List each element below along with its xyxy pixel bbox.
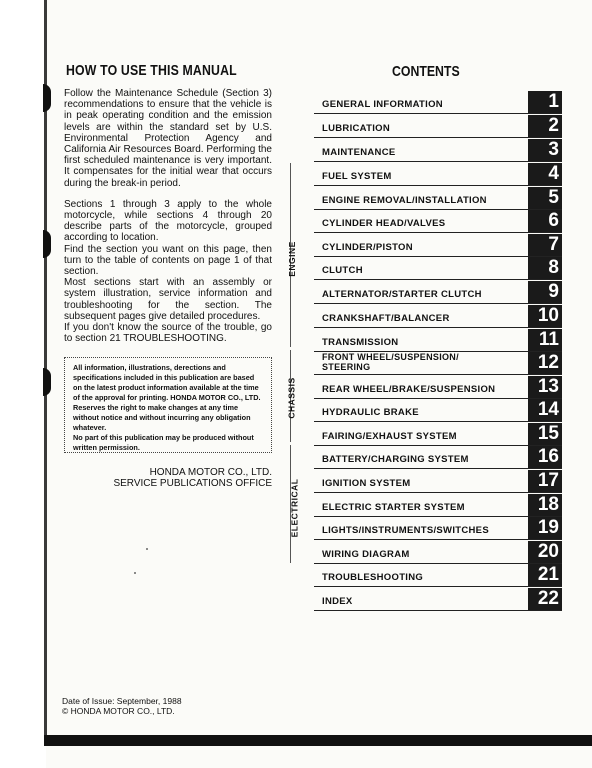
paragraph-find-section: Find the section you want on this page, then turn to the table of contents on page 1 of that section.	[64, 243, 272, 278]
binder-hole	[43, 368, 51, 396]
intro-text	[64, 88, 272, 344]
toc-item[interactable]	[314, 307, 562, 328]
print-speck	[146, 548, 148, 550]
toc-item[interactable]	[314, 425, 562, 446]
toc-item[interactable]	[314, 236, 562, 257]
toc-item-label: GENERAL INFORMATION	[322, 99, 443, 110]
toc-item-number: 18	[528, 494, 562, 516]
toc-item-label: CYLINDER HEAD/VALVES	[322, 218, 446, 229]
toc-item-label: INDEX	[322, 596, 353, 607]
toc-item[interactable]	[314, 259, 562, 280]
electrical-group-label: ELECTRICAL	[289, 478, 300, 538]
toc-item-number: 11	[528, 329, 562, 351]
toc-item-label: CYLINDER/PISTON	[322, 242, 413, 253]
toc-item-label: MAINTENANCE	[322, 147, 396, 158]
paragraph-maintenance: Follow the Maintenance Schedule (Section 3) recommendations to ensure that the vehicle is in peak operating condition and the emission levels are within the standard set by U.S. Environmental Protection Agency and California Air Resources Board. Performing the first scheduled maintenance is very important. It compensates for the initial wear that occurs during the break-in period.	[64, 88, 272, 189]
toc-item[interactable]	[314, 543, 562, 564]
toc-item[interactable]	[314, 378, 562, 399]
toc-item-label: REAR WHEEL/BRAKE/SUSPENSION	[322, 384, 496, 395]
paragraph-troubleshooting: If you don't know the source of the trouble, go to section 21 TROUBLESHOOTING.	[64, 322, 272, 345]
toc-item-label: ELECTRIC STARTER SYSTEM	[322, 502, 465, 513]
toc-item[interactable]	[314, 212, 562, 233]
toc-item[interactable]	[314, 566, 562, 587]
toc-item-number: 17	[528, 470, 562, 492]
toc-item-number: 4	[528, 163, 562, 185]
toc-item[interactable]	[314, 496, 562, 517]
toc-item[interactable]	[314, 519, 562, 540]
print-speck	[134, 572, 136, 574]
toc-item-label: IGNITION SYSTEM	[322, 478, 411, 489]
toc-item-number: 10	[528, 305, 562, 327]
toc-item-number: 16	[528, 446, 562, 468]
toc-item-number: 3	[528, 139, 562, 161]
toc-item-label: LUBRICATION	[322, 123, 391, 134]
engine-group-label: ENGINE	[286, 241, 297, 277]
publisher-block	[90, 467, 272, 489]
toc-item-number: 8	[528, 257, 562, 279]
toc-item-number: 2	[528, 115, 562, 137]
toc-item-label: ALTERNATOR/STARTER CLUTCH	[322, 289, 482, 300]
toc-item[interactable]	[314, 165, 562, 186]
toc-item-label: TRANSMISSION	[322, 337, 399, 348]
toc-item-label: FAIRING/EXHAUST SYSTEM	[322, 431, 457, 442]
paragraph-sections: Sections 1 through 3 apply to the whole motorcycle, while sections 4 through 20 describe parts of the motorcycle, grouped according to location.	[64, 198, 272, 244]
toc-item-label: WIRING DIAGRAM	[322, 549, 410, 560]
toc-item-number: 9	[528, 281, 562, 303]
toc-item-label: CLUTCH	[322, 265, 363, 276]
notice-copyright: No part of this publication may be produced without written permission.	[73, 433, 254, 452]
toc-item-number: 20	[528, 541, 562, 563]
toc-item-label: HYDRAULIC BRAKE	[322, 407, 419, 418]
toc-item-number: 15	[528, 423, 562, 445]
issue-copyright: © HONDA MOTOR CO., LTD.	[62, 706, 175, 716]
toc-item-number: 21	[528, 564, 562, 586]
toc-item-label: CRANKSHAFT/BALANCER	[322, 313, 450, 324]
toc-item[interactable]	[314, 283, 562, 304]
toc-item[interactable]	[314, 401, 562, 422]
toc-item-label: BATTERY/CHARGING SYSTEM	[322, 454, 469, 465]
toc-item[interactable]	[314, 354, 562, 375]
toc-item[interactable]	[314, 472, 562, 493]
toc-item-number: 6	[528, 210, 562, 232]
toc-item-number: 14	[528, 399, 562, 421]
toc-item[interactable]	[314, 331, 562, 352]
toc-item-number: 1	[528, 91, 562, 113]
notice-box	[64, 357, 272, 453]
toc-item-number: 7	[528, 234, 562, 256]
toc-item-label: LIGHTS/INSTRUMENTS/SWITCHES	[322, 525, 489, 536]
toc-item-label: FUEL SYSTEM	[322, 171, 392, 182]
issue-date: Date of Issue: September, 1988	[62, 696, 182, 706]
toc-item-label: TROUBLESHOOTING	[322, 572, 424, 583]
toc-item-number: 13	[528, 376, 562, 398]
toc-item[interactable]	[314, 117, 562, 138]
toc-item[interactable]	[314, 189, 562, 210]
paragraph-section-start: Most sections start with an assembly or system illustration, service information and troubleshooting for the section. The subsequent pages give detailed procedures.	[64, 277, 272, 322]
notice-information: All information, illustrations, derections and specifications included in this publication are based on the latest product information available at the time of the approval for printing. HONDA MOTOR CO., LTD. Reserves the right to make changes at any time without notice and without incurring any obligation whatever.	[73, 363, 261, 432]
publisher-company: HONDA MOTOR CO., LTD.	[149, 467, 272, 478]
toc-item[interactable]	[314, 590, 562, 611]
binder-hole	[43, 84, 51, 112]
toc-item[interactable]	[314, 448, 562, 469]
binder-hole	[43, 230, 51, 258]
publisher-office: SERVICE PUBLICATIONS OFFICE	[113, 478, 272, 489]
toc-item-number: 12	[528, 352, 562, 374]
toc-item[interactable]	[314, 141, 562, 162]
contents-title: CONTENTS	[392, 63, 460, 80]
page-margin	[0, 0, 46, 768]
issue-info	[62, 696, 182, 716]
toc-item-number: 5	[528, 187, 562, 209]
page-bottom-edge	[44, 735, 592, 746]
toc-item-label: ENGINE REMOVAL/INSTALLATION	[322, 195, 487, 206]
chassis-group-label: CHASSIS	[286, 377, 297, 419]
toc-item-number: 19	[528, 517, 562, 539]
how-to-use-title: HOW TO USE THIS MANUAL	[66, 62, 237, 79]
toc-item[interactable]	[314, 93, 562, 114]
toc-item-number: 22	[528, 588, 562, 610]
toc-item-label: FRONT WHEEL/SUSPENSION/ STEERING	[322, 352, 459, 372]
